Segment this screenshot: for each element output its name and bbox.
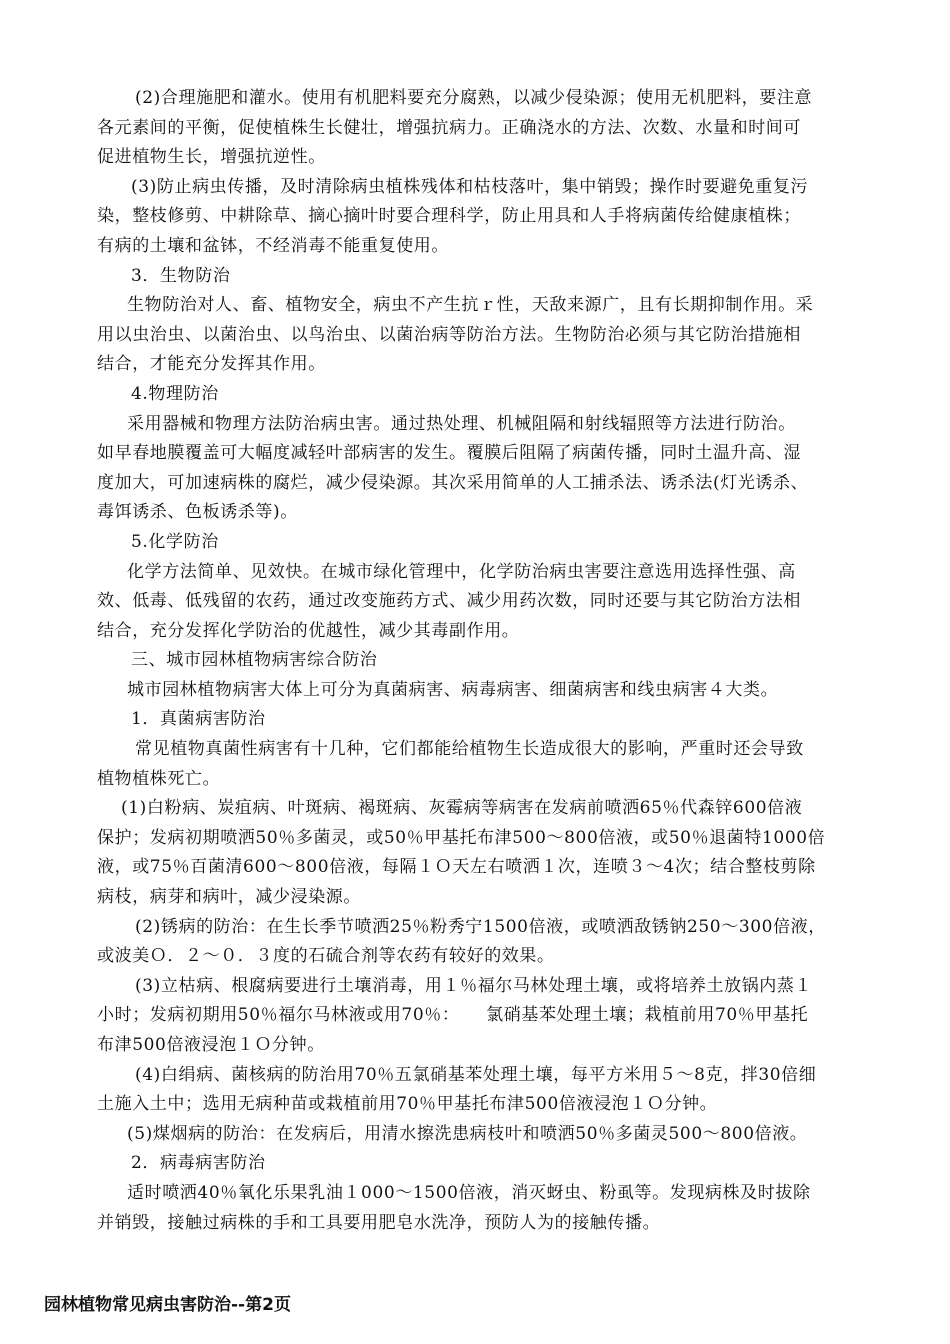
text-line: 液，或75％百菌清600～800倍液，每隔１Ｏ天左右喷洒１次，连喷３～4次；结合整枝剪除 xyxy=(97,857,816,878)
text-line: 结合，才能充分发挥其作用。 xyxy=(97,354,326,375)
text-line: (5)煤烟病的防治：在发病后，用清水擦洗患病枝叶和喷洒50％多菌灵500～800倍液。 xyxy=(127,1123,808,1144)
text-line: 保护；发病初期喷洒50％多菌灵，或50％甲基托布津500～800倍液，或50％退菌特1000倍 xyxy=(97,827,826,848)
text-line: 毒饵诱杀、色板诱杀等)。 xyxy=(97,502,298,523)
text-line: (1)白粉病、炭疽病、叶斑病、褐斑病、灰霉病等病害在发病前喷洒65％代森锌600倍液 xyxy=(121,798,803,819)
text-line: 效、低毒、低残留的农药，通过改变施药方式、减少用药次数，同时还要与其它防治方法相 xyxy=(97,591,801,612)
text-line: 植物植株死亡。 xyxy=(97,768,221,789)
text-line: 采用器械和物理方法防治病虫害。通过热处理、机械阻隔和射线辐照等方法进行防治。 xyxy=(127,413,796,434)
text-line: 三、城市园林植物病害综合防治 xyxy=(131,650,378,671)
text-line: 促进植物生长，增强抗逆性。 xyxy=(97,147,326,168)
text-line: (2)合理施肥和灌水。使用有机肥料要充分腐熟，以减少侵染源；使用无机肥料，要注意 xyxy=(135,88,813,108)
text-line: 度加大，可加速病株的腐烂，减少侵染源。其次采用简单的人工捕杀法、诱杀法(灯光诱杀、 xyxy=(97,472,809,493)
text-line: 2．病毒病害防治 xyxy=(131,1153,266,1174)
text-line: 4.物理防治 xyxy=(131,383,219,404)
text-line: 城市园林植物病害大体上可分为真菌病害、病毒病害、细菌病害和线虫病害４大类。 xyxy=(127,679,779,700)
text-line: 化学方法简单、见效快。在城市绿化管理中，化学防治病虫害要注意选用选择性强、高 xyxy=(127,561,796,582)
text-line: 有病的土壤和盆钵，不经消毒不能重复使用。 xyxy=(97,235,449,256)
text-line: 适时喷洒40％氧化乐果乳油１000～1500倍液，消灭蚜虫、粉虱等。发现病株及时拔除 xyxy=(127,1182,811,1203)
text-line: 并销毁，接触过病株的手和工具要用肥皂水洗净，预防人为的接触传播。 xyxy=(97,1212,661,1233)
text-line: 如早春地膜覆盖可大幅度减轻叶部病害的发生。覆膜后阻隔了病菌传播，同时土温升高、湿 xyxy=(97,443,801,464)
text-line: 各元素间的平衡，促使植株生长健壮，增强抗病力。正确浇水的方法、次数、水量和时间可 xyxy=(97,117,801,138)
text-line: 布津500倍液浸泡１Ｏ分钟。 xyxy=(97,1035,325,1055)
text-line: 土施入土中；选用无病种苗或栽植前用70％甲基托布津500倍液浸泡１Ｏ分钟。 xyxy=(97,1094,718,1115)
page-footer: 园林植物常见病虫害防治--第2页 xyxy=(44,1295,291,1315)
text-line: (2)锈病的防治：在生长季节喷洒25％粉秀宁1500倍液，或喷洒敌锈钠250～300倍液， xyxy=(135,916,826,937)
text-line: 结合，充分发挥化学防治的优越性，减少其毒副作用。 xyxy=(97,620,520,641)
text-line: 病枝，病芽和病叶，减少浸染源。 xyxy=(97,887,361,908)
text-line: 染，整枝修剪、中耕除草、摘心摘叶时要合理科学，防止用具和人手将病菌传给健康植株； xyxy=(97,206,801,227)
text-line: 常见植物真菌性病害有十几种，它们都能给植物生长造成很大的影响，严重时还会导致 xyxy=(135,739,804,760)
text-line: 生物防治对人、畜、植物安全，病虫不产生抗ｒ性，天敌来源广，且有长期抑制作用。采 xyxy=(127,295,814,316)
text-line: 用以虫治虫、以菌治虫、以鸟治虫、以菌治病等防治方法。生物防治必须与其它防治措施相 xyxy=(97,324,801,345)
text-line: 1．真菌病害防治 xyxy=(131,709,266,730)
text-line: (3)立枯病、根腐病要进行土壤消毒，用１％福尔马林处理土壤，或将培养土放锅内蒸１ xyxy=(135,975,813,996)
text-line: 或波美Ｏ．２～０．３度的石硫合剂等农药有较好的效果。 xyxy=(97,946,555,967)
text-line: 5.化学防治 xyxy=(131,531,219,552)
document-body xyxy=(97,84,871,1238)
text-line: 3．生物防治 xyxy=(131,265,231,286)
text-line: (3)防止病虫传播，及时清除病虫植株残体和枯枝落叶，集中销毁；操作时要避免重复污 xyxy=(131,176,809,197)
text-line: (4)白绢病、菌核病的防治用70％五氯硝基苯处理土壤，每平方米用５～8克，拌30倍细 xyxy=(135,1064,817,1085)
text-line: 小时；发病初期用50％福尔马林液或用70％： 氯硝基苯处理土壤；栽植前用70％甲基托 xyxy=(97,1005,809,1026)
